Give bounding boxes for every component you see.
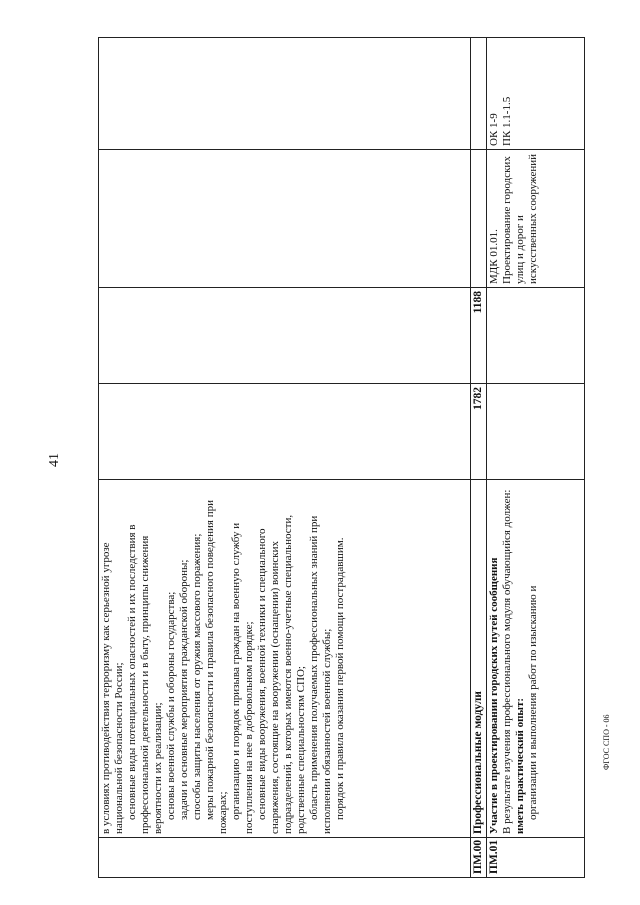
competence-pk: ПК 1.1-1.5 — [501, 96, 513, 146]
competence-cell — [471, 38, 487, 150]
module-subheading: иметь практический опыт: — [514, 697, 526, 834]
module-code: ПМ.00 — [471, 838, 487, 878]
module-tail: организации и выполнения работ по изысканию и — [527, 585, 539, 820]
mdk-cell — [99, 150, 471, 288]
knowledge-list — [100, 483, 347, 834]
curriculum-table-rotated — [98, 38, 582, 878]
max-load-cell — [487, 384, 585, 480]
table-row — [487, 38, 585, 878]
list-item: основные виды потенциальных опасностей и их последствия в профессиональной деятельности и в быту, принципы снижения вероятности их реализации; — [126, 524, 164, 834]
competence-cell — [99, 38, 471, 150]
code-cell — [99, 838, 471, 878]
module-description-cell — [487, 480, 585, 838]
module-title: Профессиональные модули — [471, 480, 487, 838]
table-row — [99, 38, 471, 878]
table-row — [471, 38, 487, 878]
list-item: основы военной службы и обороны государства; — [165, 591, 177, 820]
max-load-cell — [99, 384, 471, 480]
list-item: основные виды вооружения, военной техники и специального снаряжения, состоящие на вооружении (оснащении) воинских подразделений, в которых имеются военно-учетные специальности, родственные специальностям СПО; — [256, 514, 307, 834]
list-item: в условиях противодействия терроризму как серьезной угрозе национальной безопасности России; — [100, 542, 125, 834]
curriculum-table — [98, 37, 585, 878]
list-item: область применения получаемых профессиональных знаний при исполнении обязанностей военной службы; — [308, 515, 333, 834]
hours-value: 1188 — [471, 288, 487, 384]
footer-label: ФГОС СПО - 06 — [602, 714, 611, 770]
competence-ok: ОК 1-9 — [488, 113, 500, 146]
list-item: организацию и порядок призыва граждан на военную службу и поступления на нее в добровольном порядке; — [230, 522, 255, 834]
list-item: способы защиты населения от оружия массового поражения; — [191, 533, 203, 820]
list-item: задачи и основные мероприятия гражданской обороны; — [178, 559, 190, 820]
module-title: Участие в проектировании городских путей сообщения — [488, 557, 500, 834]
hours-cell — [99, 288, 471, 384]
competence-cell — [487, 38, 585, 150]
max-load-value: 1782 — [471, 384, 487, 480]
knowledge-list-cell — [99, 480, 471, 838]
mdk-name: МДК 01.01. Проектирование городских улиц и дорог и искусственных сооружений — [487, 150, 585, 288]
list-item: меры пожарной безопасности и правила безопасного поведения при пожарах; — [204, 500, 229, 834]
hours-cell — [487, 288, 585, 384]
module-code: ПМ.01 — [487, 838, 585, 878]
list-item: порядок и правила оказания первой помощи пострадавшим. — [334, 537, 346, 820]
page-number: 41 — [47, 453, 62, 467]
module-intro: В результате изучения профессионального модуля обучающийся должен: — [501, 489, 513, 834]
mdk-cell — [471, 150, 487, 288]
